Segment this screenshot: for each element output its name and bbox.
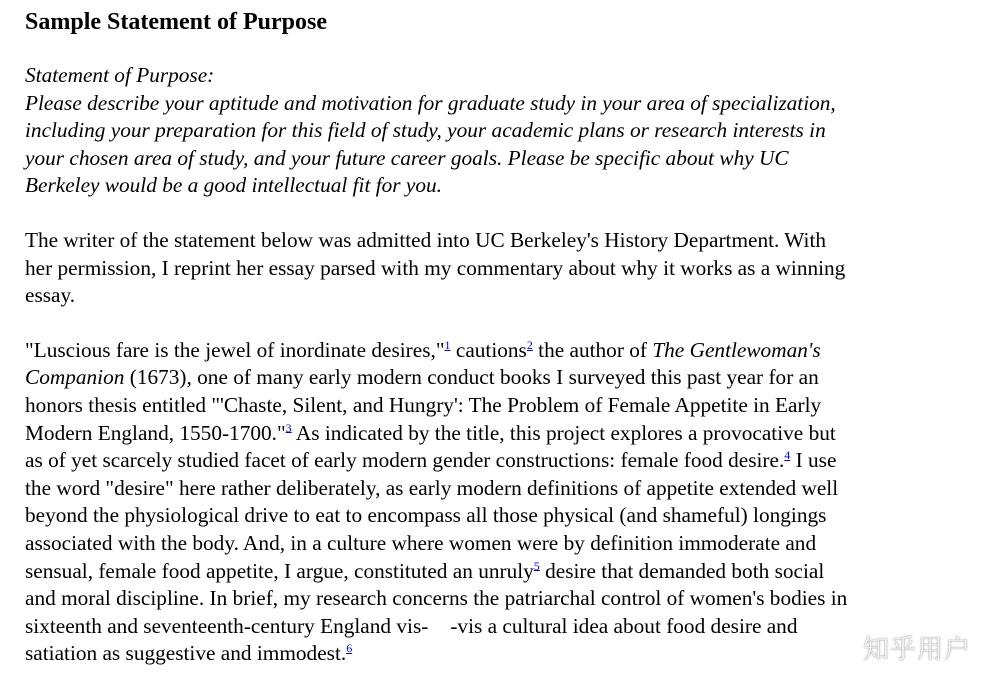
essay-text: sensual, female food appetite, I argue, constituted an unruly	[25, 558, 534, 583]
essay-text: cautions	[450, 337, 527, 362]
essay-line	[25, 558, 965, 586]
essay-line: honors thesis entitled "'Chaste, Silent, and Hungry': The Problem of Female Appetite in Early	[25, 392, 822, 417]
essay-line	[25, 640, 965, 668]
essay-text: -vis a cultural idea about food desire and	[450, 613, 798, 638]
prompt-line: your chosen area of study, and your future career goals. Please be specific about why UC	[25, 145, 789, 170]
essay-text: "Luscious fare is the jewel of inordinate desires,"	[25, 337, 445, 362]
intro-line: The writer of the statement below was admitted into UC Berkeley's History Department. With	[25, 227, 827, 252]
footnote-link-1[interactable]: 1	[444, 337, 451, 352]
book-title: The Gentlewoman's	[652, 337, 821, 362]
footnote-link-6[interactable]: 6	[346, 641, 353, 656]
footnote-link-5[interactable]: 5	[533, 558, 540, 573]
essay-line: beyond the physiological drive to eat to encompass all those physical (and shameful) longings	[25, 503, 827, 528]
footnote-link-4[interactable]: 4	[784, 448, 791, 463]
footnote-link-2[interactable]: 2	[526, 337, 533, 352]
essay-line	[25, 337, 965, 365]
essay-text: I use	[790, 448, 837, 473]
essay-line: the word "desire" here rather deliberately, as early modern definitions of appetite extended well	[25, 475, 839, 500]
zhihu-watermark: 知乎用户	[862, 635, 971, 665]
book-title: Companion	[25, 365, 125, 390]
spacer	[25, 310, 965, 337]
essay-text: Modern England, 1550-1700."	[25, 420, 286, 445]
intro-line: essay.	[25, 283, 76, 308]
essay-text: desire that demanded both social	[539, 558, 825, 583]
essay-text: satiation as suggestive and immodest.	[25, 641, 347, 666]
essay-line	[25, 613, 965, 641]
essay-text: as of yet scarcely studied facet of early modern gender constructions: female food desire.	[25, 448, 785, 473]
essay-line	[25, 447, 965, 475]
essay-line: and moral discipline. In brief, my research concerns the patriarchal control of women's bodies in	[25, 586, 848, 611]
intro-line: her permission, I reprint her essay parsed with my commentary about why it works as a winning	[25, 255, 846, 280]
prompt-label: Statement of Purpose:	[25, 63, 215, 87]
essay-text: As indicated by the title, this project explores a provocative but	[291, 420, 836, 445]
prompt-block	[25, 62, 965, 200]
essay-text: the author of	[532, 337, 653, 362]
essay-line: associated with the body. And, in a culture where women were by definition immoderate and	[25, 530, 817, 555]
essay-paragraph	[25, 337, 965, 668]
spacer	[25, 200, 965, 227]
prompt-line: Please describe your aptitude and motivation for graduate study in your area of specialization,	[25, 90, 836, 115]
essay-text: (1673), one of many early modern conduct books I surveyed this past year for an	[124, 365, 819, 390]
intro-paragraph	[25, 227, 965, 310]
essay-line	[25, 364, 965, 392]
prompt-line: Berkeley would be a good intellectual fit for you.	[25, 173, 442, 198]
footnote-link-3[interactable]: 3	[285, 420, 292, 435]
prompt-line: including your preparation for this field of study, your academic plans or research interests in	[25, 118, 826, 143]
essay-text: sixteenth and seventeenth-century England vis-	[25, 613, 429, 638]
essay-line	[25, 420, 965, 448]
page-title: Sample Statement of Purpose	[25, 9, 327, 35]
document-page	[25, 6, 965, 668]
